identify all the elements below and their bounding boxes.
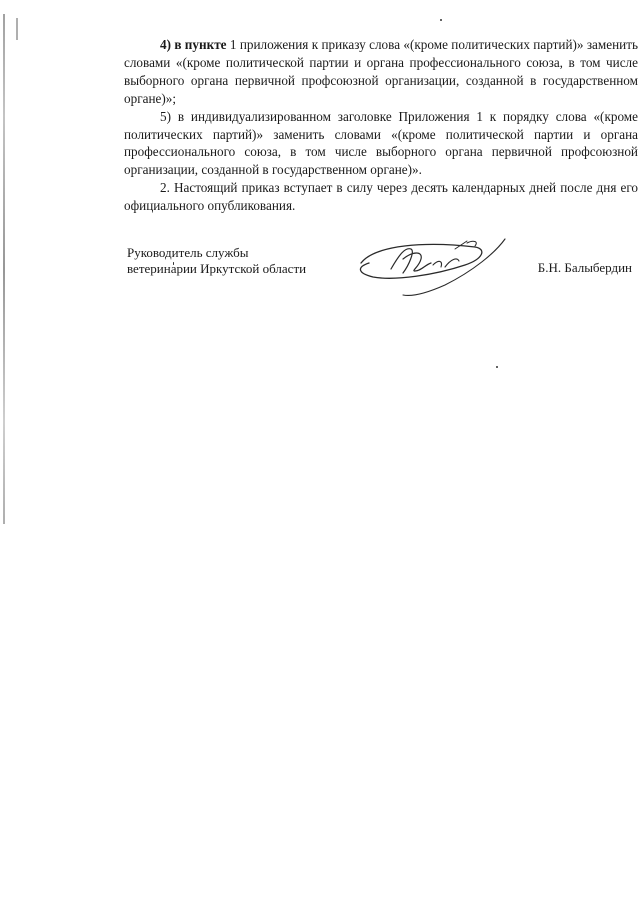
document-body bbox=[124, 36, 638, 215]
paragraph-effective-date bbox=[124, 179, 638, 215]
signatory-position bbox=[127, 245, 306, 276]
signatory-position-line: ветеринарии Иркутской области bbox=[127, 260, 307, 276]
paragraph-text: 5) в индивидуализированном заголовке Приложения 1 к порядку слова «(кроме политических партий)» заменить словами «(кроме политической партии и органа профессионального союза, в том числе выборного органа первичной профсоюзной организации, созданной в государственном органе)». bbox=[124, 108, 638, 178]
paragraph-lead: 4) в пункте bbox=[160, 37, 227, 52]
handwritten-signature bbox=[355, 237, 523, 307]
scan-speck bbox=[440, 19, 442, 21]
paragraph-text: 2. Настоящий приказ вступает в силу через десять календарных дней после дня его официального опубликования. bbox=[124, 180, 638, 214]
paragraph-item-5 bbox=[124, 108, 638, 180]
scan-edge-mark bbox=[3, 14, 5, 524]
signatory-position-line: Руководитель службы bbox=[127, 245, 249, 260]
paragraph-text: 1 приложения к приказу слова «(кроме политических партий)» заменить словами «(кроме политической партии и органа профессионального союза, в том числе выборного органа первичной профсоюзной организации, созданной в государственном органе)»; bbox=[124, 37, 638, 106]
signatory-name: Б.Н. Балыбердин bbox=[537, 260, 632, 275]
scan-speck bbox=[496, 366, 498, 368]
signature-block bbox=[127, 245, 640, 315]
scan-corner-mark bbox=[16, 18, 32, 40]
paragraph-item-4 bbox=[124, 36, 638, 108]
